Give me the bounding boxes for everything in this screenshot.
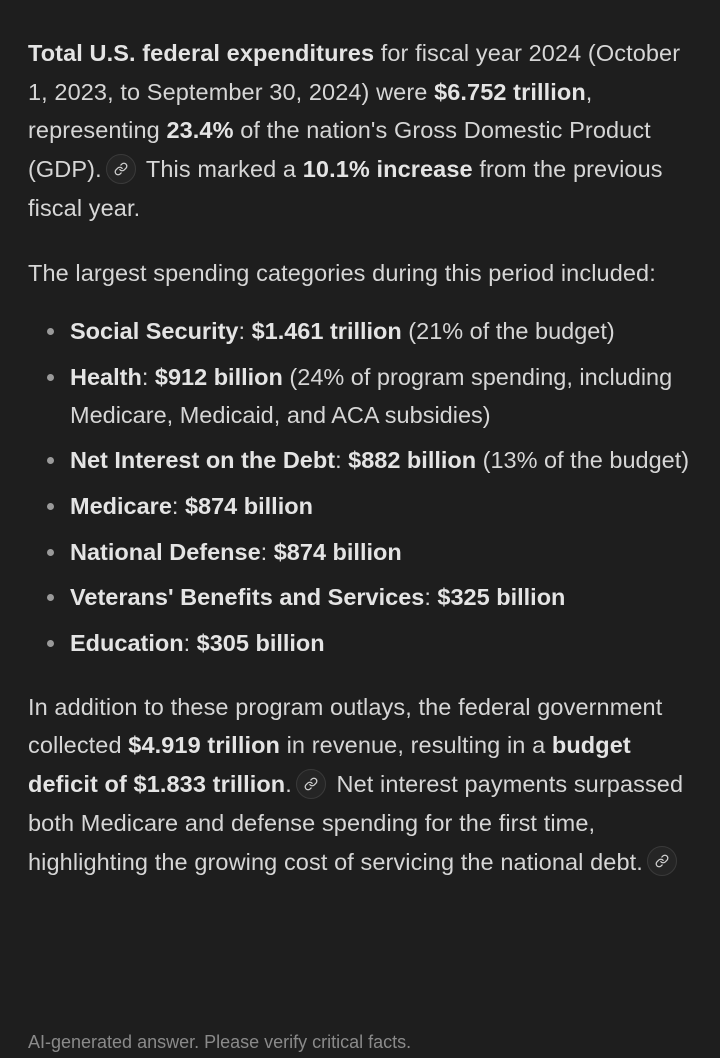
list-item [28, 312, 698, 350]
category-amount: $874 billion [184, 493, 313, 519]
category-separator: : [171, 493, 185, 519]
category-note: (24% of program spending, including Medicare, Medicaid, and ACA subsidies) [70, 363, 673, 428]
closing-text: . [285, 771, 292, 798]
categories-intro: The largest spending categories during this period included: [28, 259, 656, 286]
closing-text: In addition to these program outlays, the federal government collected [28, 693, 663, 759]
emphasis-deficit: budget deficit of $1.833 trillion [28, 732, 631, 798]
ai-disclaimer: AI-generated answer. Please verify critical facts. [28, 1032, 412, 1052]
link-icon [114, 162, 128, 176]
category-note: (21% of the budget) [401, 318, 615, 345]
category-name: Veterans' Benefits and Services [70, 584, 425, 611]
category-name: Social Security [70, 318, 239, 345]
category-amount: $1.461 trillion [251, 318, 402, 345]
category-name: Net Interest on the Debt [70, 447, 336, 474]
link-icon [304, 777, 318, 791]
list-item [28, 441, 698, 479]
answer-intro-paragraph [28, 34, 698, 228]
intro-text: This marked a [139, 156, 303, 183]
category-amount: $912 billion [154, 363, 283, 390]
list-item [28, 624, 698, 662]
category-amount: $305 billion [196, 629, 325, 656]
category-separator: : [238, 318, 252, 345]
closing-text: Net interest payments surpassed both Medicare and defense spending for the first time, highlighting the growing cost of servicing the national debt. [28, 771, 684, 875]
category-name: Medicare [70, 493, 172, 519]
list-item [28, 578, 698, 616]
link-icon [655, 854, 669, 868]
intro-text: from the previous fiscal year. [28, 156, 663, 221]
category-separator: : [335, 447, 349, 474]
emphasis-total-expenditures: Total U.S. federal expenditures [28, 40, 375, 66]
category-name: Health [70, 363, 142, 390]
intro-text: of the nation's Gross Domestic Product (GDP). [28, 117, 651, 183]
source-link-button[interactable] [296, 769, 326, 799]
category-amount: $325 billion [437, 584, 566, 611]
category-amount: $874 billion [273, 538, 402, 565]
emphasis-gdp-share: 23.4% [166, 117, 234, 144]
closing-text: in revenue, resulting in a [279, 732, 552, 759]
category-separator: : [183, 629, 197, 656]
source-link-button[interactable] [106, 154, 136, 184]
spending-categories-list [28, 312, 698, 662]
emphasis-revenue: $4.919 trillion [128, 732, 280, 759]
intro-text: , representing [28, 78, 593, 144]
emphasis-total-amount: $6.752 trillion [434, 78, 586, 105]
category-separator: : [260, 538, 274, 565]
category-note: (13% of the budget) [476, 447, 690, 474]
category-amount: $882 billion [348, 447, 477, 474]
list-item [28, 487, 698, 525]
intro-text: for fiscal year 2024 (October 1, 2023, to September 30, 2024) were [28, 40, 681, 105]
answer-closing-paragraph [28, 688, 698, 882]
category-separator: : [424, 584, 438, 611]
category-separator: : [141, 363, 155, 390]
list-item [28, 533, 698, 571]
list-item [28, 358, 698, 434]
category-name: National Defense [70, 538, 261, 565]
emphasis-increase: 10.1% increase [302, 156, 473, 183]
category-name: Education [70, 629, 184, 656]
ai-answer [28, 34, 698, 881]
source-link-button[interactable] [647, 846, 677, 876]
